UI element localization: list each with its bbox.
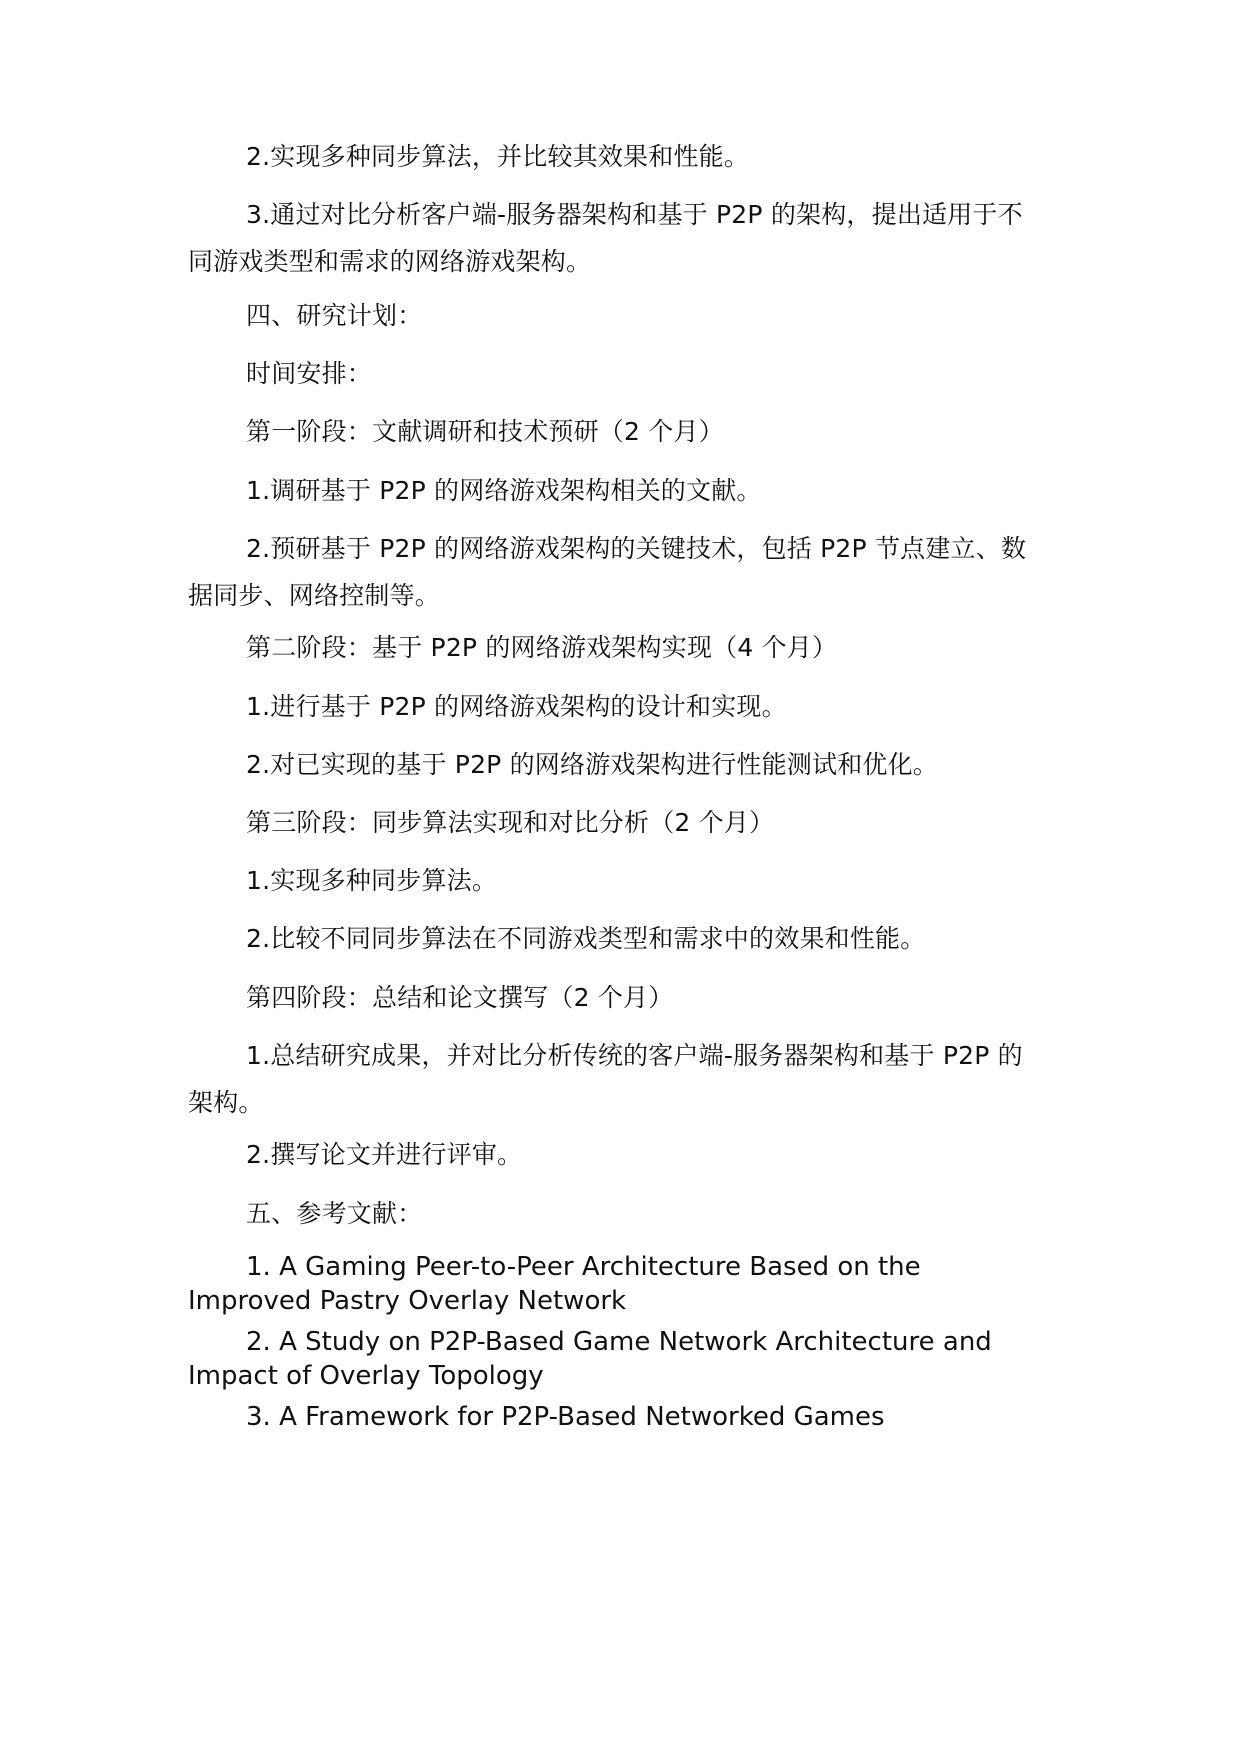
- phase-2-item-2: 2.对已实现的基于 P2P 的网络游戏架构进行性能测试和优化。: [246, 750, 939, 779]
- section-heading-research-plan: 四、研究计划：: [246, 301, 423, 330]
- phase-4-item-2: 2.撰写论文并进行评审。: [246, 1140, 523, 1169]
- phase-1-item-1: 1.调研基于 P2P 的网络游戏架构相关的文献。: [246, 476, 762, 505]
- paragraph-goal-3: 3.通过对比分析客户端-服务器架构和基于 P2P 的架构，提出适用于不同游戏类型和需求的网络游戏架构。: [188, 200, 1023, 276]
- reference-item-1: 1. A Gaming Peer-to-Peer Architecture Based on the Improved Pastry Overlay Network: [188, 1252, 921, 1316]
- phase-heading-3: 第三阶段：同步算法实现和对比分析（2 个月）: [246, 808, 775, 837]
- reference-item-2: 2. A Study on P2P-Based Game Network Architecture and Impact of Overlay Topology: [188, 1327, 992, 1391]
- phase-heading-2: 第二阶段：基于 P2P 的网络游戏架构实现（4 个月）: [246, 633, 838, 662]
- phase-heading-1: 第一阶段：文献调研和技术预研（2 个月）: [246, 417, 724, 446]
- paragraph-goal-2: 2.实现多种同步算法，并比较其效果和性能。: [246, 142, 750, 171]
- phase-3-item-1: 1.实现多种同步算法。: [246, 866, 498, 895]
- phase-3-item-2: 2.比较不同同步算法在不同游戏类型和需求中的效果和性能。: [246, 924, 926, 953]
- section-heading-references: 五、参考文献：: [246, 1199, 423, 1228]
- phase-1-item-2: 2.预研基于 P2P 的网络游戏架构的关键技术，包括 P2P 节点建立、数据同步、网络控制等。: [188, 534, 1027, 610]
- phase-heading-4: 第四阶段：总结和论文撰写（2 个月）: [246, 983, 674, 1012]
- phase-2-item-1: 1.进行基于 P2P 的网络游戏架构的设计和实现。: [246, 692, 787, 721]
- paragraph-schedule-label: 时间安排：: [246, 359, 373, 388]
- phase-4-item-1: 1.总结研究成果，并对比分析传统的客户端-服务器架构和基于 P2P 的架构。: [188, 1041, 1023, 1117]
- reference-item-3: 3. A Framework for P2P-Based Networked Games: [246, 1402, 885, 1432]
